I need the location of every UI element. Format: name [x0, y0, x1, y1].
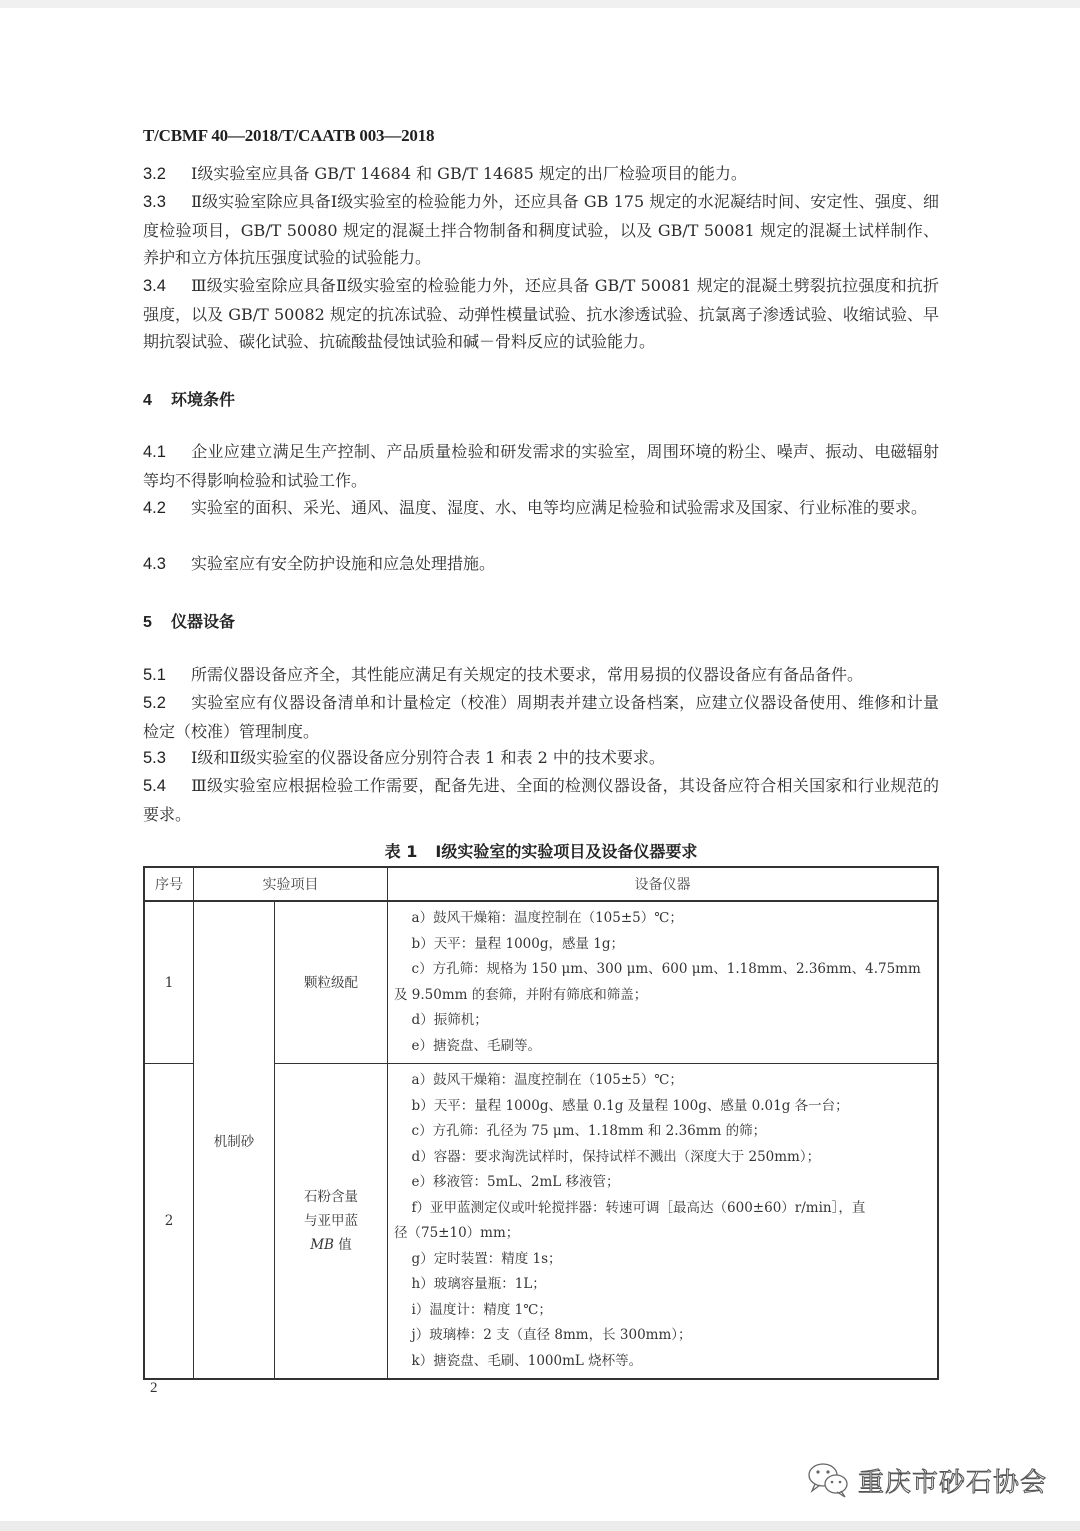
- table-row: [144, 901, 938, 1064]
- equipment-item: h）玻璃容量瓶：1L；: [411, 1276, 546, 1292]
- section-title: 仪器设备: [171, 614, 236, 631]
- table-caption-number: 表 1: [384, 842, 418, 861]
- equipment-item: c）方孔筛：规格为 150 μm、300 μm、600 μm、1.18mm、2.36mm、4.75mm: [411, 961, 921, 977]
- clause-number: 4.2: [143, 499, 166, 517]
- row-category: 机制砂: [194, 901, 275, 1379]
- clause-number: 4.1: [143, 443, 166, 461]
- watermark: [806, 1460, 1047, 1500]
- wechat-icon: [806, 1460, 852, 1500]
- equipment-item: a）鼓风干燥箱：温度控制在（105±5）℃；: [411, 1072, 683, 1088]
- table-caption-title: Ⅰ级实验室的实验项目及设备仪器要求: [435, 842, 698, 861]
- clause-text: 实验室的面积、采光、通风、温度、湿度、水、电等均应满足检验和试验需求及国家、行业标准的要求。: [191, 498, 928, 517]
- clause-number: 3.3: [143, 193, 166, 211]
- clause-number: 3.2: [143, 165, 166, 183]
- header-item: 实验项目: [194, 867, 388, 901]
- table-caption: [143, 839, 939, 862]
- equipment-item: e）移液管：5mL、2mL 移液管；: [411, 1174, 620, 1190]
- section-5-heading: [143, 609, 235, 632]
- equipment-item: d）振筛机；: [411, 1012, 488, 1028]
- section-number: 5: [143, 614, 152, 631]
- mb-symbol: MB: [310, 1237, 334, 1253]
- clause-text: Ⅲ级实验室除应具备Ⅱ级实验室的检验能力外，还应具备 GB/T 50081 规定的混凝土劈裂抗拉强度和抗折强度，以及 GB/T 50082 规定的抗冻试验、动弹性模量试验、抗水渗透试验、抗氯离子渗透试验、收缩试验、早期抗裂试验、碳化试验、抗硫酸盐侵蚀试验和碱－骨料反应的试验能力。: [143, 276, 939, 351]
- clause-number: 4.3: [143, 555, 166, 573]
- equipment-item: e）搪瓷盘、毛刷等。: [411, 1037, 542, 1054]
- clause-5-2: [143, 689, 939, 745]
- row-item-line: 与亚甲蓝: [304, 1213, 358, 1229]
- clause-number: 5.2: [143, 694, 166, 712]
- page-number: 2: [150, 1380, 158, 1396]
- equipment-item: 径（75±10）mm；: [394, 1225, 520, 1241]
- clause-number: 5.4: [143, 777, 166, 795]
- clause-text: Ⅰ级实验室应具备 GB/T 14684 和 GB/T 14685 规定的出厂检验项目的能力。: [191, 164, 747, 183]
- clause-4-2: [143, 494, 939, 523]
- clause-number: 5.1: [143, 666, 166, 684]
- section-title: 环境条件: [171, 392, 236, 409]
- clause-text: 所需仪器设备应齐全，其性能应满足有关规定的技术要求，常用易损的仪器设备应有备品备件。: [191, 665, 864, 684]
- clause-5-4: [143, 772, 939, 828]
- equipment-item: c）方孔筛：孔径为 75 μm、1.18mm 和 2.36mm 的筛；: [411, 1123, 767, 1139]
- row-item-line: 石粉含量: [304, 1189, 358, 1205]
- row-no: 2: [144, 1064, 194, 1380]
- equipment-table: [143, 866, 939, 1380]
- document-code: T/CBMF 40—2018/T/CAATB 003—2018: [143, 126, 435, 145]
- clause-4-1: [143, 438, 939, 494]
- clause-4-3: [143, 550, 939, 579]
- equipment-item: b）天平：量程 1000g、感量 0.1g 及量程 100g、感量 0.01g 各一台；: [411, 1097, 849, 1114]
- clause-number: 5.3: [143, 749, 166, 767]
- row-item: 颗粒级配: [275, 901, 388, 1064]
- clause-text: Ⅲ级实验室应根据检验工作需要，配备先进、全面的检测仪器设备，其设备应符合相关国家和行业规范的要求。: [143, 776, 939, 824]
- equipment-item: b）天平：量程 1000g，感量 1g；: [411, 935, 625, 952]
- header-no: 序号: [144, 867, 194, 901]
- row-equipment: [388, 901, 939, 1064]
- clause-text: 实验室应有安全防护设施和应急处理措施。: [191, 554, 496, 573]
- clause-text: 实验室应有仪器设备清单和计量检定（校准）周期表并建立设备档案，应建立仪器设备使用、维修和计量检定（校准）管理制度。: [143, 693, 939, 741]
- clause-number: 3.4: [143, 277, 166, 295]
- watermark-text: 重庆市砂石协会: [858, 1467, 1048, 1498]
- row-item-word: 值: [338, 1237, 352, 1253]
- equipment-item: k）搪瓷盘、毛刷、1000mL 烧杯等。: [411, 1352, 643, 1369]
- clause-text: Ⅱ级实验室除应具备Ⅰ级实验室的检验能力外，还应具备 GB 175 规定的水泥凝结时间、安定性、强度、细度检验项目，GB/T 50080 规定的混凝土拌合物制备和稠度试验，以及 GB/T 50081 规定的混凝土试样制作、养护和立方体抗压强度试验的试验能力。: [143, 192, 939, 267]
- row-item-line: [276, 1233, 386, 1257]
- section-4-heading: [143, 387, 235, 410]
- header-equipment: 设备仪器: [388, 867, 939, 901]
- equipment-item: d）容器：要求淘洗试样时，保持试样不溅出（深度大于 250mm）；: [411, 1148, 821, 1165]
- bottom-edge-bar: [0, 1521, 1080, 1531]
- equipment-item: j）玻璃棒：2 支（直径 8mm，长 300mm）；: [411, 1327, 692, 1343]
- table-header-row: [144, 867, 938, 901]
- row-equipment: [388, 1064, 939, 1380]
- equipment-item: 及 9.50mm 的套筛，并附有筛底和筛盖；: [394, 986, 648, 1003]
- row-no: 1: [144, 901, 194, 1064]
- top-edge-bar: [0, 0, 1080, 8]
- clause-text: Ⅰ级和Ⅱ级实验室的仪器设备应分别符合表 1 和表 2 中的技术要求。: [191, 748, 665, 767]
- clause-3-2: [143, 160, 939, 189]
- equipment-item: f）亚甲蓝测定仪或叶轮搅拌器：转速可调［最高达（600±60）r/min］，直: [411, 1199, 866, 1216]
- equipment-item: g）定时装置：精度 1s；: [411, 1250, 562, 1267]
- clause-text: 企业应建立满足生产控制、产品质量检验和研发需求的实验室，周围环境的粉尘、噪声、振动、电磁辐射等均不得影响检验和试验工作。: [143, 442, 939, 490]
- clause-5-1: [143, 661, 939, 690]
- clause-3-4: [143, 272, 939, 356]
- equipment-item: i）温度计：精度 1℃；: [411, 1301, 552, 1318]
- clause-5-3: [143, 744, 939, 773]
- clause-3-3: [143, 188, 939, 272]
- section-number: 4: [143, 392, 152, 409]
- row-item: [275, 1064, 388, 1380]
- equipment-item: a）鼓风干燥箱：温度控制在（105±5）℃；: [411, 910, 683, 926]
